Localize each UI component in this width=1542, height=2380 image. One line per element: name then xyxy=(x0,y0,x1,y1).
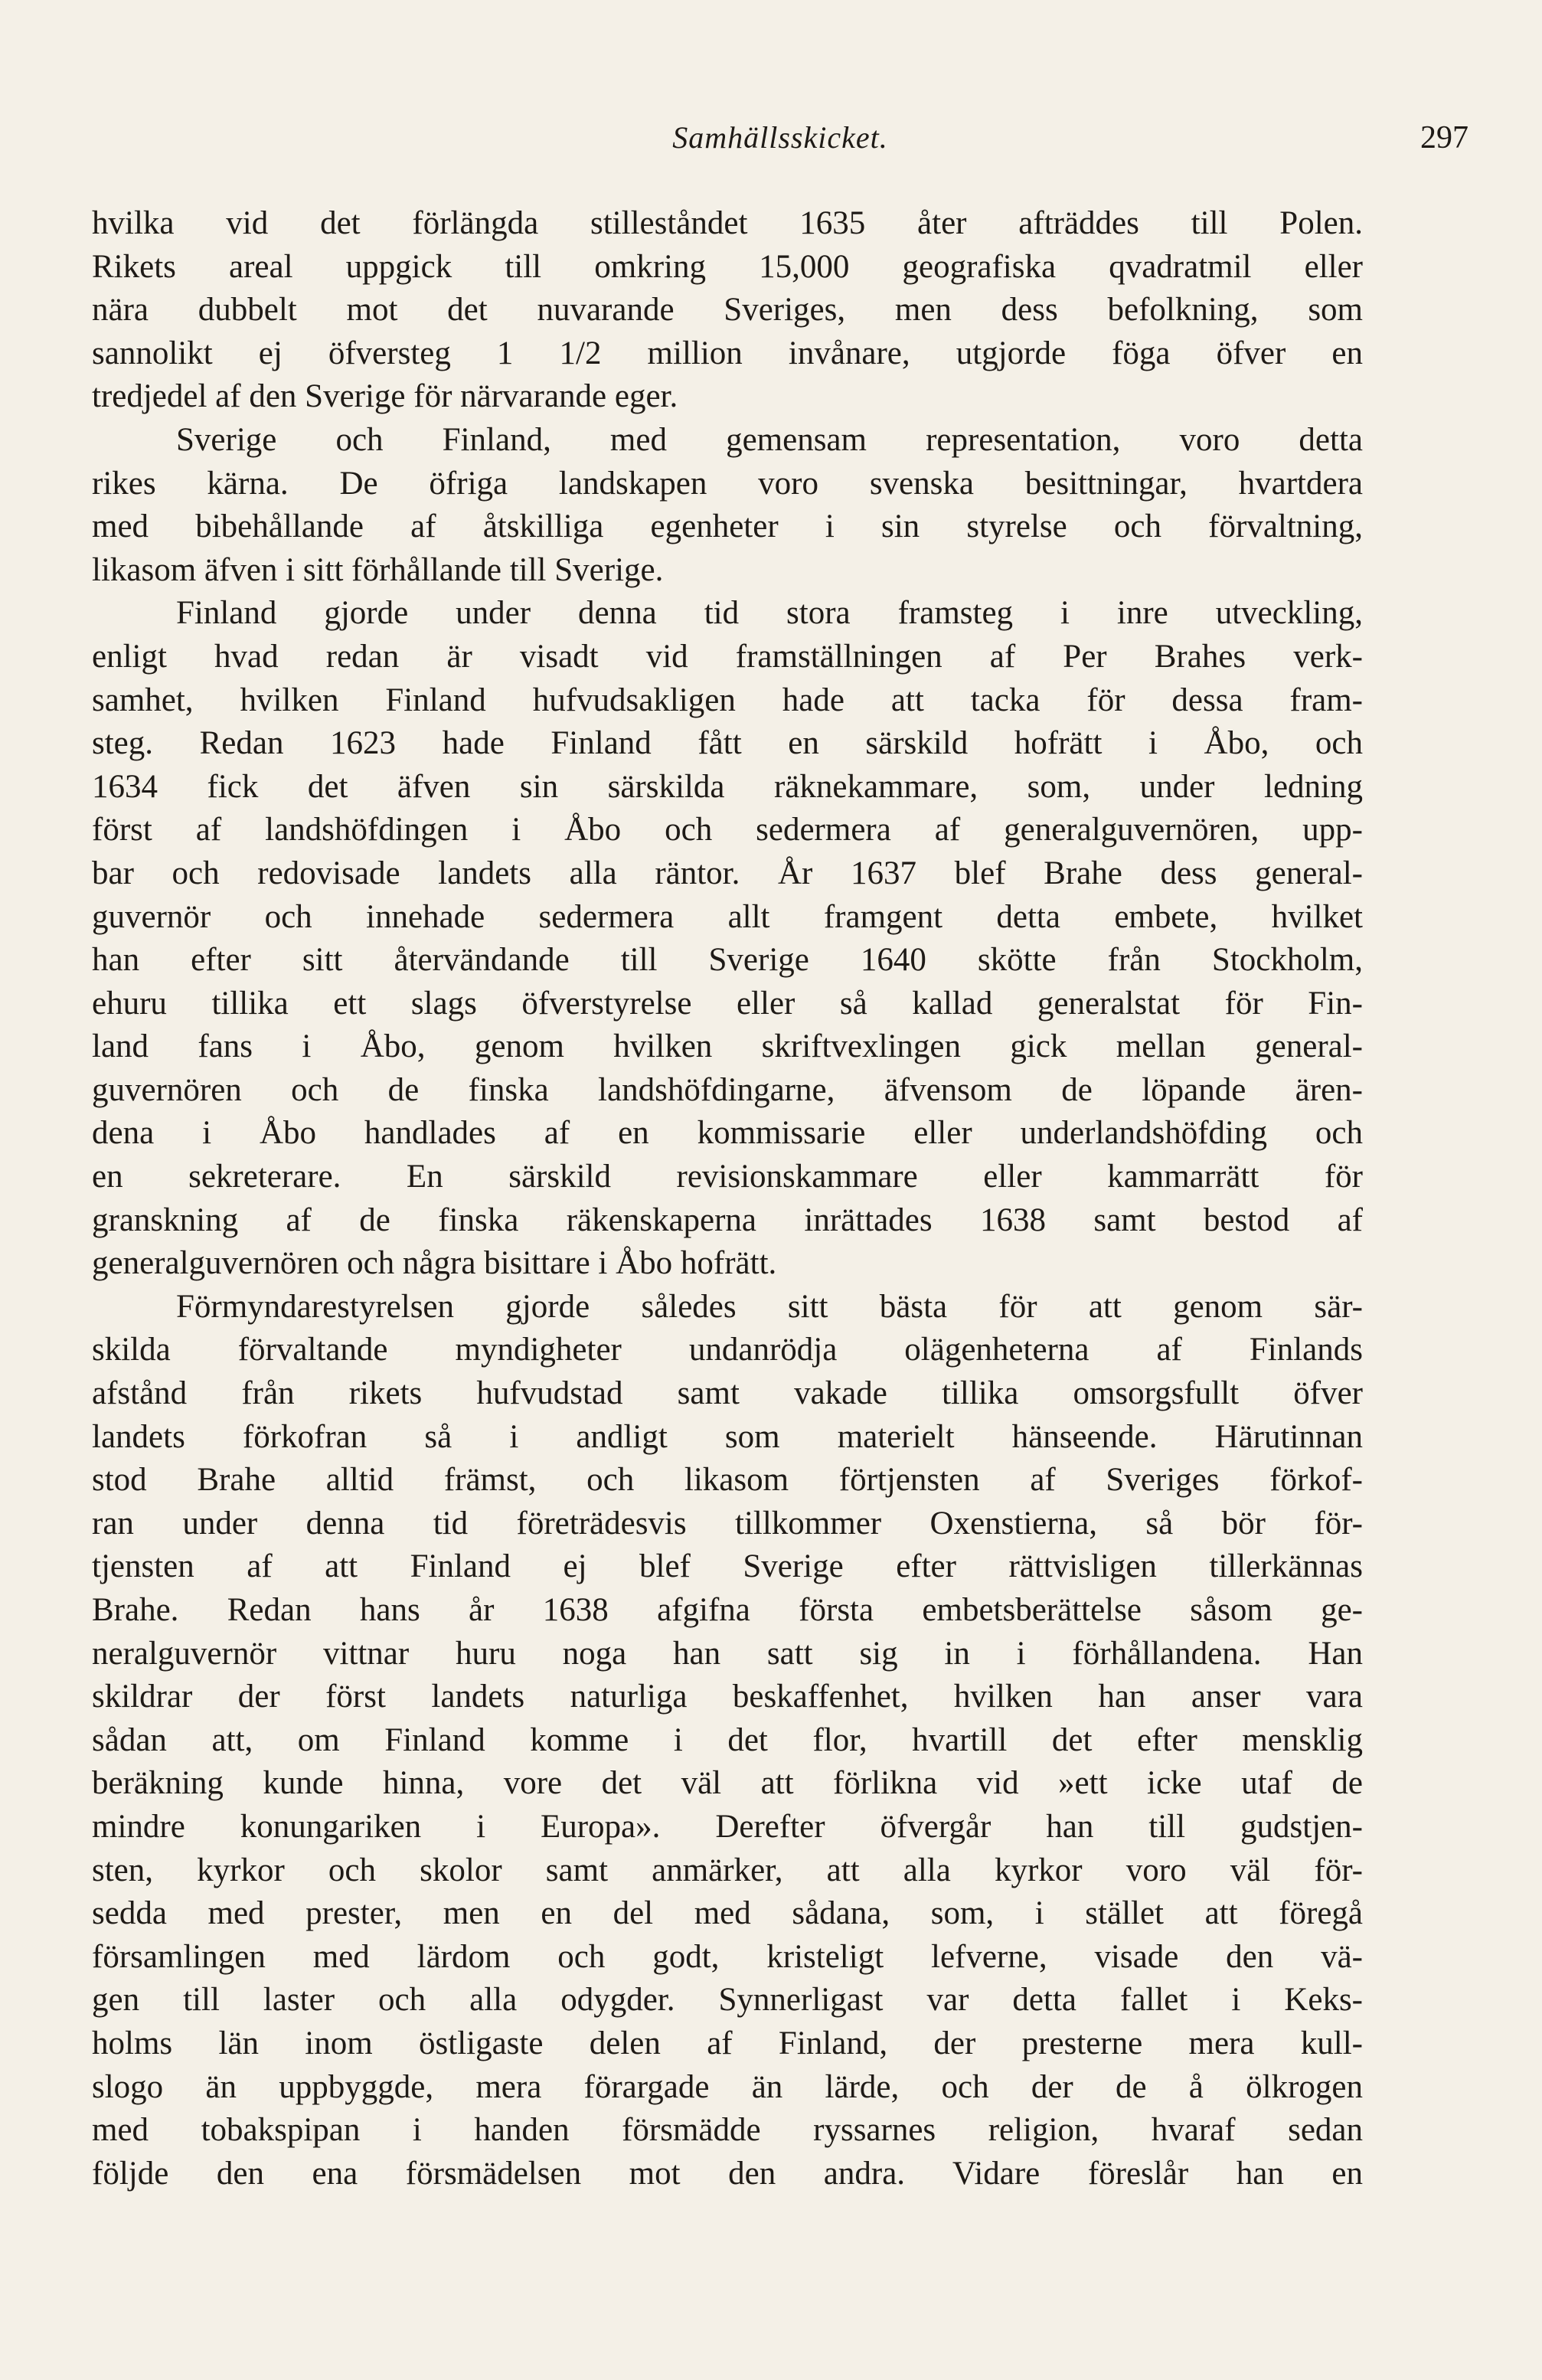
text-line: stod Brahe alltid främst, och likasom förtjensten af Sveriges förkof- xyxy=(92,1462,1363,1499)
text-line: Brahe. Redan hans år 1638 afgifna första embetsberättelse såsom ge- xyxy=(92,1592,1363,1628)
text-line: dena i Åbo handlades af en kommissarie eller underlandshöfding och xyxy=(92,1115,1363,1152)
text-line: enligt hvad redan är visadt vid framställningen af Per Brahes verk- xyxy=(92,638,1363,675)
page-header xyxy=(92,115,1468,161)
text-line: mindre konungariken i Europa». Derefter öfvergår han till gudstjen- xyxy=(92,1808,1363,1845)
text-line: skilda förvaltande myndigheter undanrödja olägenheterna af Finlands xyxy=(92,1332,1363,1368)
text-line: samhet, hvilken Finland hufvudsakligen hade att tacka för dessa fram- xyxy=(92,682,1363,718)
text-line: bar och redovisade landets alla räntor. År 1637 blef Brahe dess general- xyxy=(92,855,1363,891)
text-line: landets förkofran så i andligt som materielt hänseende. Härutinnan xyxy=(92,1418,1363,1455)
text-line: guvernör och innehade sedermera allt framgent detta embete, hvilket xyxy=(92,898,1363,935)
body-text xyxy=(92,202,1363,2195)
text-line: tjensten af att Finland ej blef Sverige efter rättvisligen tillerkännas xyxy=(92,1548,1363,1585)
text-line: med bibehållande af åtskilliga egenheter i sin styrelse och förvaltning, xyxy=(92,508,1363,545)
text-line: först af landshöfdingen i Åbo och sedermera af generalguvernören, upp- xyxy=(92,812,1363,848)
text-line: hvilka vid det förlängda stilleståndet 1635 åter afträddes till Polen. xyxy=(92,205,1363,241)
text-line: skildrar der först landets naturliga beskaffenhet, hvilken han anser vara xyxy=(92,1679,1363,1715)
text-line: tredjedel af den Sverige för närvarande eger. xyxy=(92,378,678,415)
text-line: holms län inom östligaste delen af Finland, der presterne mera kull- xyxy=(92,2025,1363,2061)
text-line: Rikets areal uppgick till omkring 15,000 geografiska qvadratmil eller xyxy=(92,248,1363,285)
text-line: sedda med prester, men en del med sådana, som, i stället att föregå xyxy=(92,1895,1363,1932)
text-line: Förmyndarestyrelsen gjorde således sitt bästa för att genom sär- xyxy=(176,1288,1363,1325)
text-line: Sverige och Finland, med gemensam representation, voro detta xyxy=(176,421,1363,458)
text-line: sannolikt ej öfversteg 1 1/2 million invånare, utgjorde föga öfver en xyxy=(92,335,1363,371)
text-line: afstånd från rikets hufvudstad samt vakade tillika omsorgsfullt öfver xyxy=(92,1375,1363,1412)
text-line: slogo än uppbyggde, mera förargade än lärde, och der de å ölkrogen xyxy=(92,2068,1363,2105)
text-line: generalguvernören och några bisittare i Åbo hofrätt. xyxy=(92,1245,777,1282)
text-line: rikes kärna. De öfriga landskapen voro svenska besittningar, hvartdera xyxy=(92,465,1363,502)
text-line: en sekreterare. En särskild revisionskammare eller kammarrätt för xyxy=(92,1159,1363,1195)
text-line: steg. Redan 1623 hade Finland fått en särskild hofrätt i Åbo, och xyxy=(92,725,1363,762)
text-line: sten, kyrkor och skolor samt anmärker, att alla kyrkor voro väl för- xyxy=(92,1852,1363,1888)
text-line: följde den ena försmädelsen mot den andra. Vidare föreslår han en xyxy=(92,2155,1363,2192)
text-line: nära dubbelt mot det nuvarande Sveriges, men dess befolkning, som xyxy=(92,292,1363,329)
text-line: land fans i Åbo, genom hvilken skriftvexlingen gick mellan general- xyxy=(92,1028,1363,1065)
text-line: ehuru tillika ett slags öfverstyrelse eller så kallad generalstat för Fin- xyxy=(92,985,1363,1022)
text-line: församlingen med lärdom och godt, kristeligt lefverne, visade den vä- xyxy=(92,1938,1363,1975)
text-line: guvernören och de finska landshöfdingarne, äfvensom de löpande ären- xyxy=(92,1071,1363,1108)
text-line: granskning af de finska räkenskaperna inrättades 1638 samt bestod af xyxy=(92,1201,1363,1238)
text-line: sådan att, om Finland komme i det flor, hvartill det efter mensklig xyxy=(92,1721,1363,1758)
running-title: Samhällsskicket. xyxy=(672,120,888,155)
text-line: neralguvernör vittnar huru noga han satt sig in i förhållandena. Han xyxy=(92,1635,1363,1672)
text-line: likasom äfven i sitt förhållande till Sverige. xyxy=(92,551,664,588)
text-line: beräkning kunde hinna, vore det väl att förlikna vid »ett icke utaf de xyxy=(92,1765,1363,1802)
text-line: Finland gjorde under denna tid stora framsteg i inre utveckling, xyxy=(176,595,1363,632)
text-line: 1634 fick det äfven sin särskilda räknekammare, som, under ledning xyxy=(92,768,1363,805)
text-line: med tobakspipan i handen försmädde ryssarnes religion, hvaraf sedan xyxy=(92,2112,1363,2149)
text-line: gen till laster och alla odygder. Synnerligast var detta fallet i Keks- xyxy=(92,1982,1363,2019)
text-line: ran under denna tid företrädesvis tillkommer Oxenstierna, så bör för- xyxy=(92,1505,1363,1541)
text-line: han efter sitt återvändande till Sverige 1640 skötte från Stockholm, xyxy=(92,942,1363,979)
page-number: 297 xyxy=(1420,120,1468,155)
